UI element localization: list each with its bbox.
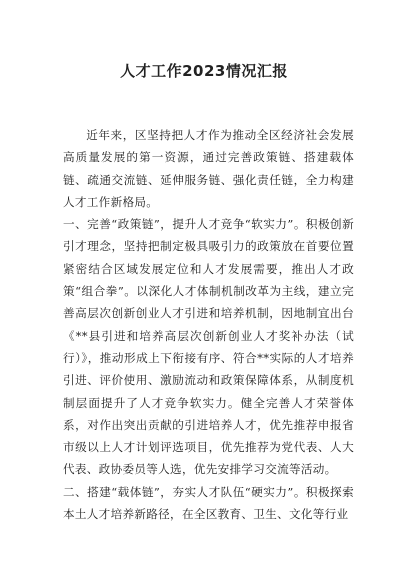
intro-paragraph: 近年来，区坚持把人才作为推动全区经济社会发展高质量发展的第一资源，通过完善政策链、搭建载体链、疏通交流链、延伸服务链、强化责任链，全力构建人才工作新格局。 xyxy=(63,128,354,209)
section-1-paragraph: 一、完善“政策链”，提升人才竞争“软实力”。积极创新引才理念，坚持把制定极具吸引力的政策放在首要位置紧密结合区域发展定位和人才发展需要，推出人才政策“组合拳”。以深化人才体制机制改革为主线，建立完善高层次创新创业人才引进和培养机制，因地制宜出台《**县引进和培养高层次创新创业人才奖补办法（试行）》，推动形成上下衔接有序、符合**实际的人才培养引进、评价使用、激励流动和政策保障体系，从制度机制层面提升了人才竞争软实力。健全完善人才荣誉体系，对作出突出贡献的引进培养人才，优先推荐申报省市级以上人才计划评选项目，优先推荐为党代表、人大代表、政协委员等人选，优先安排学习交流等活动。 xyxy=(63,217,354,477)
section-2-paragraph: 二、搭建“载体链”，夯实人才队伍“硬实力”。积极探索本土人才培养新路径，在全区教育、卫生、文化等行业 xyxy=(63,484,354,522)
document-title: 人才工作2023情况汇报 xyxy=(120,62,288,80)
document-body xyxy=(63,124,354,525)
